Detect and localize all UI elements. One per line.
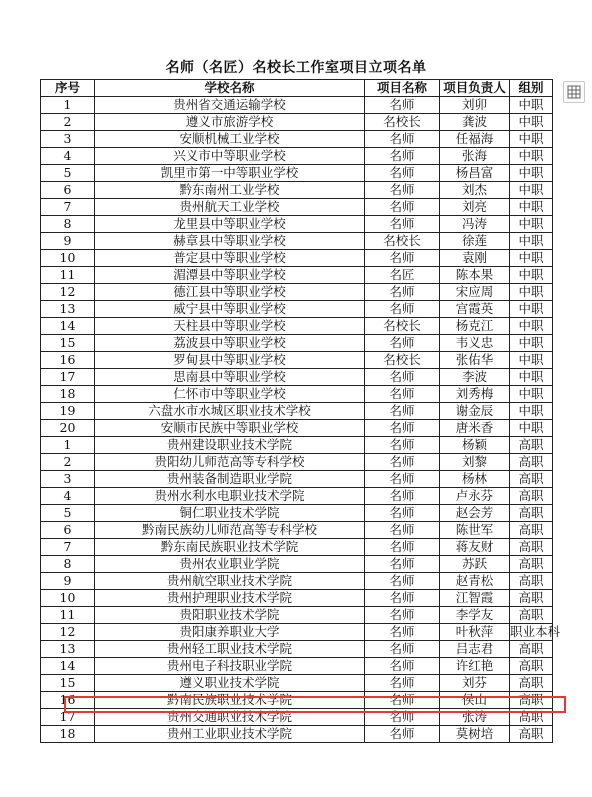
cell-group: 中职 [510,267,553,284]
table-row [41,267,553,284]
table-row [41,437,553,454]
cell-group: 高职 [510,522,553,539]
cell-index: 11 [41,267,95,284]
cell-group: 中职 [510,182,553,199]
cell-project: 名师 [365,505,440,522]
cell-school: 黔南民族职业技术学院 [95,692,365,709]
cell-school: 兴义市中等职业学校 [95,148,365,165]
cell-group: 高职 [510,488,553,505]
cell-project: 名师 [365,726,440,743]
cell-leader: 莫树培 [440,726,510,743]
cell-leader: 任福海 [440,131,510,148]
cell-school: 贵州工业职业技术学院 [95,726,365,743]
cell-project: 名师 [365,590,440,607]
cell-index: 6 [41,182,95,199]
cell-school: 普定县中等职业学校 [95,250,365,267]
cell-leader: 杨颖 [440,437,510,454]
cell-project: 名师 [365,607,440,624]
header-group: 组别 [510,80,553,97]
cell-leader: 袁刚 [440,250,510,267]
cell-index: 10 [41,250,95,267]
cell-school: 六盘水市水城区职业技术学校 [95,403,365,420]
cell-index: 6 [41,522,95,539]
cell-leader: 刘芬 [440,675,510,692]
header-index: 序号 [41,80,95,97]
document-title: 名师（名匠）名校长工作室项目立项名单 [165,60,427,76]
cell-leader: 陈世军 [440,522,510,539]
cell-project: 名师 [365,216,440,233]
cell-group: 高职 [510,437,553,454]
cell-leader: 谢金辰 [440,403,510,420]
cell-school: 威宁县中等职业学校 [95,301,365,318]
cell-project: 名师 [365,148,440,165]
cell-project: 名师 [365,335,440,352]
cell-index: 1 [41,97,95,114]
cell-school: 安顺市民族中等职业学校 [95,420,365,437]
table-row [41,301,553,318]
cell-school: 贵州航天工业学校 [95,199,365,216]
cell-leader: 宋应周 [440,284,510,301]
cell-group: 职业本科 [510,624,561,639]
cell-project: 名师 [365,641,440,658]
cell-project: 名师 [365,454,440,471]
cell-school: 德江县中等职业学校 [95,284,365,301]
cell-project: 名师 [365,488,440,505]
cell-project: 名匠 [365,267,440,284]
cell-school: 黔东南民族职业技术学院 [95,539,365,556]
cell-leader: 张海 [440,148,510,165]
cell-school: 铜仁职业技术学院 [95,505,365,522]
cell-group: 中职 [510,216,553,233]
table-row [41,607,553,624]
cell-school: 贵阳职业技术学院 [95,607,365,624]
cell-school: 贵州交通职业技术学院 [95,709,365,726]
table-row [41,726,553,743]
cell-project: 名师 [365,437,440,454]
cell-index: 18 [41,726,95,743]
cell-school: 安顺机械工业学校 [95,131,365,148]
cell-group: 中职 [510,233,553,250]
cell-school: 黔南民族幼儿师范高等专科学校 [95,522,365,539]
cell-leader: 赵青松 [440,573,510,590]
cell-leader: 冯涛 [440,216,510,233]
cell-leader: 刘卯 [440,97,510,114]
cell-index: 3 [41,131,95,148]
cell-leader: 宫霞英 [440,301,510,318]
cell-school: 赫章县中等职业学校 [95,233,365,250]
cell-index: 1 [41,437,95,454]
cell-project: 名师 [365,284,440,301]
cell-project: 名师 [365,250,440,267]
cell-group: 中职 [510,131,553,148]
cell-leader: 江智霞 [440,590,510,607]
table-row [41,522,553,539]
cell-index: 7 [41,199,95,216]
cell-school: 罗甸县中等职业学校 [95,352,365,369]
table-row [41,675,553,692]
cell-index: 20 [41,420,95,437]
cell-school: 天柱县中等职业学校 [95,318,365,335]
cell-project: 名师 [365,369,440,386]
cell-index: 2 [41,114,95,131]
cell-index: 12 [41,284,95,301]
cell-school: 龙里县中等职业学校 [95,216,365,233]
cell-project: 名师 [365,539,440,556]
cell-leader: 蒋友财 [440,539,510,556]
cell-school: 湄潭县中等职业学校 [95,267,365,284]
table-row [41,233,553,250]
table-row [41,131,553,148]
cell-project: 名师 [365,182,440,199]
cell-index: 11 [41,607,95,624]
cell-project: 名师 [365,658,440,675]
table-row [41,199,553,216]
cell-leader: 杨昌富 [440,165,510,182]
table-row [41,624,553,641]
table-row [41,556,553,573]
cell-school: 贵阳幼儿师范高等专科学校 [95,454,365,471]
cell-group: 高职 [510,641,553,658]
table-row [41,148,553,165]
table-row [41,165,553,182]
cell-group: 中职 [510,420,553,437]
table-row [41,318,553,335]
cell-leader: 李学友 [440,607,510,624]
cell-index: 14 [41,318,95,335]
cell-group: 中职 [510,199,553,216]
cell-project: 名师 [365,131,440,148]
cell-leader: 刘亮 [440,199,510,216]
table-row [41,709,553,726]
cell-school: 遵义市旅游学校 [95,114,365,131]
table-row [41,335,553,352]
cell-school: 贵州装备制造职业学院 [95,471,365,488]
cell-index: 19 [41,403,95,420]
cell-project: 名校长 [365,233,440,250]
cell-leader: 韦义忠 [440,335,510,352]
cell-index: 15 [41,335,95,352]
cell-school: 黔东南州工业学校 [95,182,365,199]
cell-project: 名师 [365,403,440,420]
cell-index: 18 [41,386,95,403]
cell-index: 16 [41,352,95,369]
cell-leader: 唐米香 [440,420,510,437]
cell-leader: 刘杰 [440,182,510,199]
cell-index: 13 [41,301,95,318]
cell-index: 14 [41,658,95,675]
table-row [41,505,553,522]
cell-leader: 侯山 [440,692,510,709]
cell-school: 思南县中等职业学校 [95,369,365,386]
cell-group: 中职 [510,352,553,369]
cell-school: 贵州建设职业技术学院 [95,437,365,454]
cell-group: 高职 [510,726,553,743]
cell-leader: 卢永芬 [440,488,510,505]
cell-group: 中职 [510,97,553,114]
cell-project: 名师 [365,709,440,726]
table-row [41,658,553,675]
cell-group: 高职 [510,539,553,556]
cell-index: 4 [41,148,95,165]
cell-project: 名师 [365,556,440,573]
cell-index: 13 [41,641,95,658]
cell-index: 9 [41,573,95,590]
cell-project: 名师 [365,97,440,114]
cell-group: 高职 [510,658,553,675]
table-row [41,352,553,369]
cell-group: 高职 [510,692,553,709]
table-row [41,97,553,114]
table-row [41,692,553,709]
cell-leader: 苏跃 [440,556,510,573]
cell-school: 贵州省交通运输学校 [95,97,365,114]
cell-school: 贵州护理职业技术学院 [95,590,365,607]
cell-group: 中职 [510,250,553,267]
cell-index: 2 [41,454,95,471]
cell-index: 5 [41,505,95,522]
table-row [41,182,553,199]
cell-group: 高职 [510,556,553,573]
cell-project: 名师 [365,692,440,709]
cell-leader: 吕志君 [440,641,510,658]
cell-leader: 陈本果 [440,267,510,284]
cell-project: 名师 [365,386,440,403]
cell-index: 15 [41,675,95,692]
cell-index: 3 [41,471,95,488]
table-row [41,420,553,437]
cell-index: 12 [41,624,95,641]
header-project: 项目名称 [365,80,440,97]
table-row [41,403,553,420]
cell-project: 名校长 [365,114,440,131]
cell-group: 高职 [510,471,553,488]
cell-project: 名师 [365,624,440,641]
table-row [41,250,553,267]
cell-project: 名师 [365,471,440,488]
table-row [41,369,553,386]
cell-index: 7 [41,539,95,556]
cell-index: 17 [41,369,95,386]
header-leader: 项目负责人 [440,80,510,97]
cell-group: 中职 [510,165,553,182]
cell-group: 中职 [510,386,553,403]
cell-school: 遵义职业技术学院 [95,675,365,692]
cell-leader: 刘黎 [440,454,510,471]
cell-group: 高职 [510,454,553,471]
project-list-table [40,79,561,743]
table-row [41,641,553,658]
cell-school: 贵州电子科技职业学院 [95,658,365,675]
cell-index: 17 [41,709,95,726]
cell-school: 贵州水利水电职业技术学院 [95,488,365,505]
table-row [41,216,553,233]
cell-leader: 张佑华 [440,352,510,369]
cell-school: 贵州轻工职业技术学院 [95,641,365,658]
cell-group: 中职 [510,318,553,335]
cell-school: 贵州农业职业学院 [95,556,365,573]
cell-leader: 龚波 [440,114,510,131]
cell-project: 名师 [365,420,440,437]
cell-leader: 许红艳 [440,658,510,675]
cell-school: 凯里市第一中等职业学校 [95,165,365,182]
table-row [41,590,553,607]
cell-group: 中职 [510,335,553,352]
cell-project: 名师 [365,301,440,318]
cell-index: 10 [41,590,95,607]
cell-index: 8 [41,556,95,573]
cell-group: 中职 [510,148,553,165]
cell-group: 中职 [510,403,553,420]
cell-leader: 叶秋萍 [440,624,510,641]
cell-group: 高职 [510,505,553,522]
cell-school: 贵州航空职业技术学院 [95,573,365,590]
table-row [41,114,553,131]
cell-school: 贵阳康养职业大学 [95,624,365,641]
table-row [41,539,553,556]
table-row [41,471,553,488]
cell-project: 名校长 [365,352,440,369]
cell-group: 中职 [510,301,553,318]
cell-leader: 杨林 [440,471,510,488]
cell-project: 名师 [365,199,440,216]
table-row [41,386,553,403]
cell-group: 高职 [510,573,553,590]
cell-leader: 李波 [440,369,510,386]
header-school: 学校名称 [95,80,365,97]
cell-leader: 刘秀梅 [440,386,510,403]
cell-project: 名师 [365,573,440,590]
cell-index: 8 [41,216,95,233]
cell-group: 高职 [510,607,553,624]
cell-project: 名师 [365,522,440,539]
table-row [41,454,553,471]
cell-leader: 张涛 [440,709,510,726]
cell-group: 高职 [510,709,553,726]
table-row [41,284,553,301]
table-row [41,488,553,505]
cell-index: 9 [41,233,95,250]
cell-group: 中职 [510,369,553,386]
table-tool-icon[interactable] [563,81,585,103]
cell-group: 高职 [510,675,553,692]
cell-index: 4 [41,488,95,505]
cell-school: 仁怀市中等职业学校 [95,386,365,403]
cell-index: 5 [41,165,95,182]
cell-project: 名师 [365,165,440,182]
cell-school: 荔波县中等职业学校 [95,335,365,352]
cell-project: 名校长 [365,318,440,335]
cell-leader: 徐莲 [440,233,510,250]
cell-group: 高职 [510,590,553,607]
cell-leader: 杨克江 [440,318,510,335]
cell-index: 16 [41,692,95,709]
cell-group: 中职 [510,284,553,301]
cell-project: 名师 [365,675,440,692]
cell-group: 中职 [510,114,553,131]
table-header-row [41,80,553,97]
cell-leader: 赵会芳 [440,505,510,522]
table-row [41,573,553,590]
